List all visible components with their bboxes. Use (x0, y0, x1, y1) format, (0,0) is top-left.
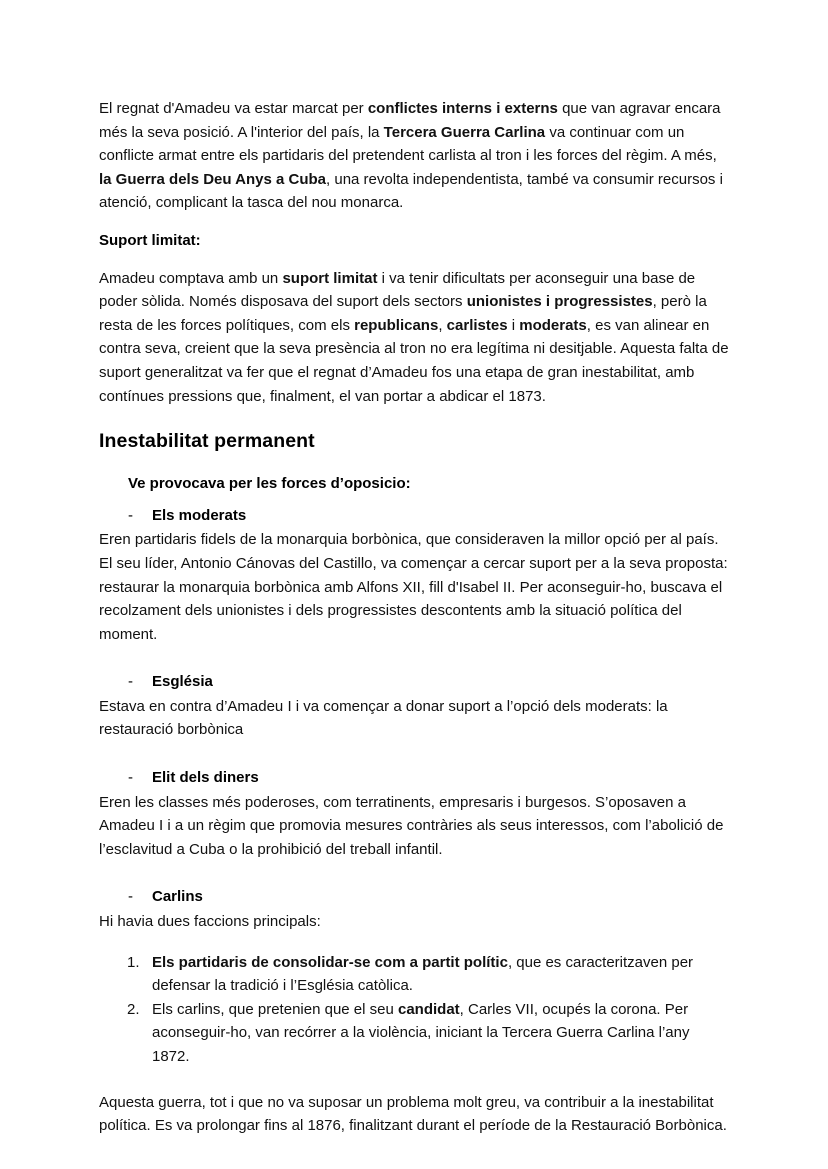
suport-limitat-heading: Suport limitat: (99, 231, 201, 249)
closing-paragraph: Aquesta guerra, tot i que no va suposar un problema molt greu, va contribuir a la inestabilitat política. Es va prolongar fins al 1876, finalitzant durant el període de la Restauració Borbònica. (99, 1093, 727, 1135)
list-group-esglesia (99, 670, 731, 742)
numbered-item-rest-1: , que es caracteritzaven per defensar la tradició i l’Església catòlica. (152, 953, 694, 995)
suport-bold-2: unionistes i progressistes (466, 293, 653, 311)
dash-item-title (99, 504, 731, 528)
dash-bullet-icon: - (128, 506, 133, 524)
dash-item-label: Elit dels diners (152, 769, 259, 787)
dash-item-label: Església (152, 673, 213, 691)
numbered-item-pre-2: Els carlins, que pretenien que el seu (152, 1000, 398, 1018)
intro-bold-1: conflictes interns i externs (367, 100, 558, 117)
page-section-heading: Inestabilitat permanent (99, 430, 315, 453)
list-group-elit-dels-diners (99, 766, 731, 861)
dash-item-title (99, 885, 731, 909)
suport-bold-5: moderats (519, 316, 587, 334)
list-group-moderats (99, 504, 731, 647)
suport-text-2: i va tenir dificultats per aconseguir una base de poder sòlida. Només disposava del suport dels sectors (99, 269, 696, 311)
numbered-item-bold-1: Els partidaris de consolidar-se com a partit polític (152, 953, 508, 971)
carlins-numbered-list (99, 951, 731, 1069)
dash-item-label: Els moderats (152, 506, 247, 524)
group-body-esglesia: Estava en contra d’Amadeu I i va començar a donar suport a l’opció dels moderats: la restauració borbònica (99, 697, 668, 739)
group-body-moderats: Eren partidaris fidels de la monarquia borbònica, que consideraven la millor opció per al país. El seu líder, Antonio Cánovas del Castillo, va començar a cercar suport per a la seva proposta: restaurar la monarquia borbònica amb Alfons XII, fill d'Isabel II. Per aconseguir-ho, buscava el recolzament dels unionistes i dels progressistes descontents amb la situació política del moment. (99, 531, 728, 643)
suport-text-6: , es van alinear en contra seva, creient que la seva presència al tron no era legítima ni desitjable. Aquesta falta de suport generalitzat va fer que el regnat d’Amadeu fos una etapa de gran inestabilitat, amb contínues pressions que, finalment, el van portar a abdicar el 1873. (99, 316, 729, 405)
intro-text-1: El regnat d'Amadeu va estar marcat per (99, 100, 368, 117)
suport-text-4: , (438, 316, 447, 334)
group-body-elit-dels-diners: Eren les classes més poderoses, com terratinents, empresaris i burgesos. S’oposaven a Amadeu I i a un règim que promovia mesures contràries als seus interessos, com l’abolició de l’esclavitud a Cuba o la prohibició del treball infantil. (99, 793, 724, 858)
group-body-carlins: Hi havia dues faccions principals: (99, 913, 321, 931)
numbered-item-bold-2: candidat (397, 1000, 460, 1018)
list-item (99, 951, 731, 998)
intro-bold-3: la Guerra dels Deu Anys a Cuba (99, 170, 327, 188)
dash-bullet-icon: - (128, 769, 133, 787)
intro-text-4: , una revolta independentista, també va consumir recursos i atenció, complicant la tasca del nou monarca. (99, 170, 723, 212)
numbered-item-rest-2: , Carles VII, ocupés la corona. Per aconseguir-ho, van recórrer a la violència, iniciant la Tercera Guerra Carlina l’any 1872. (152, 1000, 690, 1065)
dash-bullet-icon: - (128, 888, 133, 906)
intro-text-3: va continuar com un conflicte armat entre els partidaris del pretendent carlista al tron i les forces del règim. A més, (99, 123, 717, 165)
list-group-carlins (99, 885, 731, 1068)
suport-bold-4: carlistes (446, 316, 508, 334)
dash-item-title (99, 670, 731, 694)
intro-paragraph (99, 97, 731, 215)
suport-bold-3: republicans (354, 316, 439, 334)
dash-item-title (99, 766, 731, 790)
suport-text-3: , però la resta de les forces polítiques, com els (99, 293, 707, 334)
intro-bold-2: Tercera Guerra Carlina (383, 123, 546, 141)
suport-bold-1: suport limitat (282, 269, 378, 287)
intro-text-2: que van agravar encara més la seva posició. A l'interior del país, la (99, 100, 721, 141)
suport-limitat-paragraph (99, 267, 731, 409)
suport-text-1: Amadeu comptava amb un (99, 269, 283, 287)
dash-bullet-icon: - (128, 673, 133, 691)
spacer (99, 1069, 731, 1091)
list-item (99, 998, 731, 1069)
document-content (99, 97, 731, 1138)
forces-oposicio-intro: Ve provocava per les forces d’oposicio: (128, 475, 411, 493)
dash-item-label: Carlins (152, 888, 203, 906)
suport-text-5: i (507, 316, 520, 334)
